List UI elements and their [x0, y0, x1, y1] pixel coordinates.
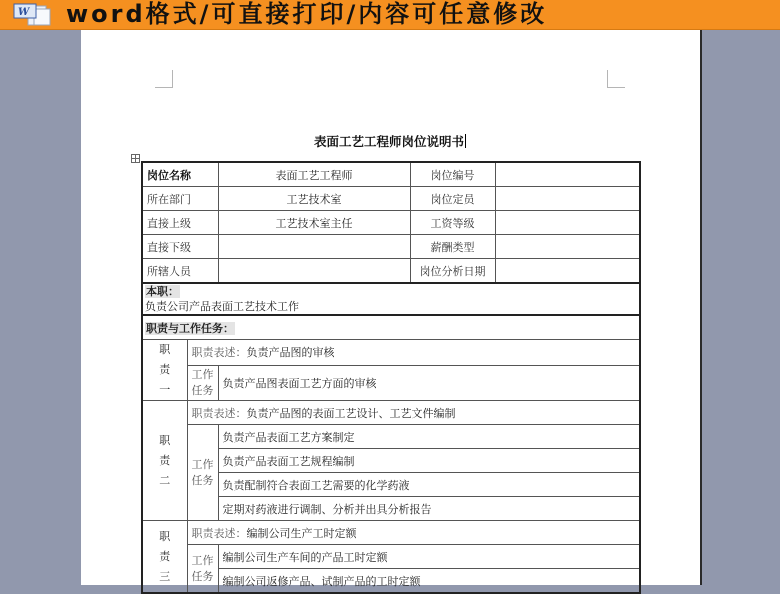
duties-heading: 职责与工作任务：: [146, 321, 234, 335]
info-label: 直接下级: [142, 235, 218, 259]
task-label: 工作 任务: [187, 545, 218, 594]
duty-desc-row: [142, 521, 640, 545]
duty-description[interactable]: 职责表述：编制公司生产工时定额: [187, 521, 640, 545]
info-label: 岗位名称: [142, 162, 218, 187]
info-row: [142, 235, 640, 259]
duty-name: 职 责 三: [142, 521, 187, 594]
text-cursor: [465, 134, 466, 148]
task-label: 工作 任务: [187, 365, 218, 400]
workspace-left-margin: [0, 30, 82, 585]
info-row: [142, 187, 640, 211]
duties-heading-cell: [142, 315, 640, 340]
duty-description[interactable]: 职责表述：负责产品图的审核: [187, 340, 640, 366]
duty-desc-row: [142, 401, 640, 425]
duties-heading-row: [142, 315, 640, 340]
duty-task-row: [142, 545, 640, 569]
duty-task-row: [142, 425, 640, 449]
core-duty-cell[interactable]: [142, 283, 640, 315]
core-duty-text: 负责公司产品表面工艺技术工作: [145, 300, 299, 313]
info-value[interactable]: [495, 187, 640, 211]
info-label: 所在部门: [142, 187, 218, 211]
info-label: 岗位编号: [410, 162, 495, 187]
page-corner-mark-top-right: [607, 70, 625, 88]
svg-text:W: W: [18, 7, 30, 18]
info-label: 所辖人员: [142, 259, 218, 284]
page-corner-mark-top-left: [155, 70, 173, 88]
info-label: 工资等级: [410, 211, 495, 235]
core-duty-row: [142, 283, 640, 315]
info-row: [142, 259, 640, 284]
task-item[interactable]: 负责产品图表面工艺方面的审核: [218, 365, 640, 400]
info-label: 薪酬类型: [410, 235, 495, 259]
info-value[interactable]: 工艺技术室主任: [218, 211, 410, 235]
duty-desc-row: [142, 340, 640, 366]
info-value[interactable]: [218, 235, 410, 259]
word-document-icon: [12, 3, 54, 26]
info-value[interactable]: [495, 162, 640, 187]
duty-description[interactable]: 职责表述：负责产品图的表面工艺设计、工艺文件编制: [187, 401, 640, 425]
job-description-table: [141, 161, 641, 594]
task-label: 工作 任务: [187, 425, 218, 521]
core-duty-heading: 本职：: [146, 285, 179, 298]
duty-name: 职 责 一: [142, 340, 187, 401]
task-item[interactable]: 编制公司返修产品、试制产品的工时定额: [218, 569, 640, 594]
task-item[interactable]: 编制公司生产车间的产品工时定额: [218, 545, 640, 569]
info-label: 岗位分析日期: [410, 259, 495, 284]
info-value[interactable]: [218, 259, 410, 284]
task-item[interactable]: 负责产品表面工艺方案制定: [218, 425, 640, 449]
info-value[interactable]: [495, 259, 640, 284]
info-label: 直接上级: [142, 211, 218, 235]
info-value[interactable]: [495, 211, 640, 235]
duty-name: 职 责 二: [142, 401, 187, 521]
banner-text: word格式/可直接打印/内容可任意修改: [66, 0, 548, 28]
document-title[interactable]: 表面工艺工程师岗位说明书: [313, 134, 464, 149]
task-item[interactable]: 负责产品表面工艺规程编制: [218, 449, 640, 473]
info-label: 岗位定员: [410, 187, 495, 211]
duty-task-row: [142, 365, 640, 400]
table-move-handle-icon[interactable]: [131, 154, 140, 163]
info-value[interactable]: [495, 235, 640, 259]
info-value[interactable]: 工艺技术室: [218, 187, 410, 211]
workspace-right-margin: [702, 30, 780, 585]
info-row: [142, 162, 640, 187]
info-value[interactable]: 表面工艺工程师: [218, 162, 410, 187]
info-row: [142, 211, 640, 235]
promo-banner: [0, 0, 780, 30]
task-item[interactable]: 负责配制符合表面工艺需要的化学药液: [218, 473, 640, 497]
task-item[interactable]: 定期对药液进行调制、分析并出具分析报告: [218, 497, 640, 521]
